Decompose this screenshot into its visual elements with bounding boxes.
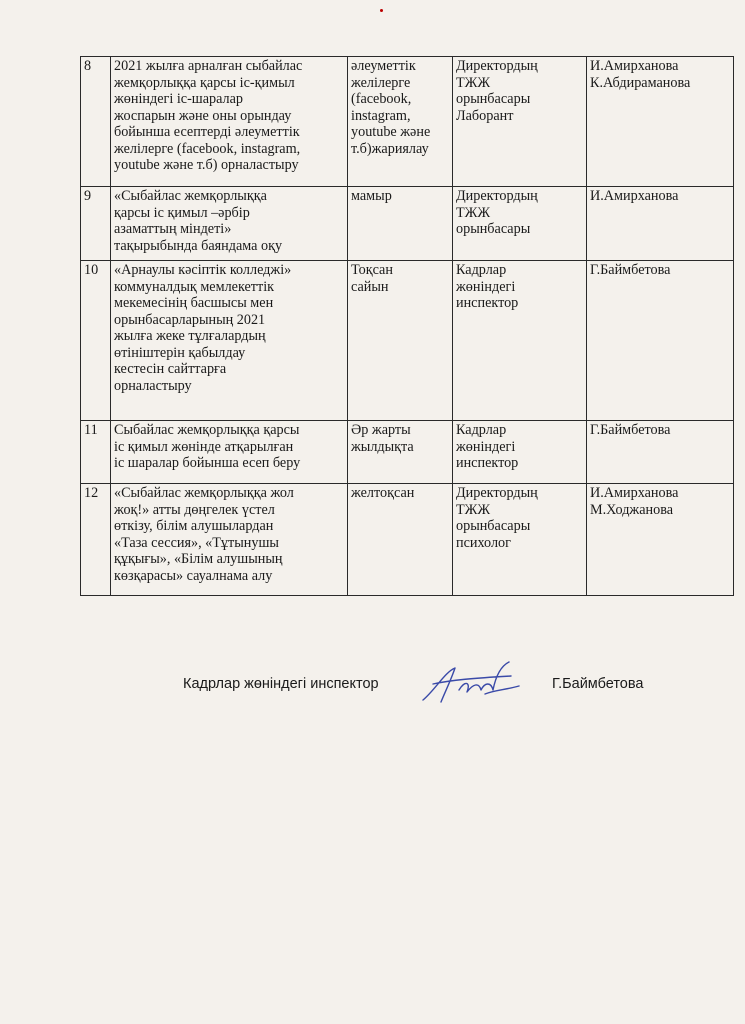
activity-cell-line: орналастыру [114, 377, 192, 394]
executor-cell-line: И.Амирханова [590, 188, 679, 204]
responsible-cell [453, 484, 587, 596]
activity-cell-line: жемқорлыққа қарсы іс-қимыл [114, 74, 295, 91]
deadline-cell [348, 57, 453, 187]
responsible-cell-line: жөніндегі [456, 438, 516, 455]
activity-cell-line: көзқарасы» сауалнама алу [114, 567, 273, 584]
activity-cell-line: коммуналдық мемлекеттік [114, 278, 275, 295]
deadline-cell-line: әлеуметтік [351, 58, 416, 74]
activity-cell-line: іс қимыл жөнінде атқарылған [114, 438, 294, 455]
deadline-cell-line: т.б)жариялау [351, 140, 429, 157]
activity-cell-line: жоқ!» атты дөңгелек үстел [114, 501, 275, 518]
responsible-cell-line: Кадрлар [456, 422, 507, 438]
activity-cell-line: жоспарын және оны орындау [114, 107, 292, 124]
responsible-cell-line: Директордың [456, 485, 538, 501]
executor-cell-line: Г.Баймбетова [590, 262, 671, 278]
responsible-cell-line: Кадрлар [456, 262, 507, 278]
responsible-cell-line: инспектор [456, 295, 519, 311]
activity-cell-line: желілерге (facebook, instagram, [114, 140, 301, 157]
responsible-cell-line: инспектор [456, 455, 519, 471]
row-number: 9 [81, 187, 111, 261]
executor-cell [587, 421, 734, 484]
signature-icon [415, 660, 525, 708]
activity-cell-line: өтініштерін қабылдау [114, 344, 246, 361]
table-row [81, 261, 734, 421]
activity-cell-line: бойынша есептерді әлеуметтік [114, 124, 300, 140]
activity-cell-line: кестесін сайттарға [114, 361, 227, 377]
responsible-cell [453, 187, 587, 261]
responsible-cell [453, 57, 587, 187]
activity-cell [111, 484, 348, 596]
activity-cell-line: азаматтың міндеті» [114, 221, 232, 237]
responsible-cell-line: Директордың [456, 188, 538, 204]
executor-cell-line: И.Амирханова [590, 58, 679, 74]
activity-cell-line: орынбасарларының 2021 [114, 311, 266, 328]
responsible-cell [453, 261, 587, 421]
activity-cell [111, 187, 348, 261]
table-row [81, 484, 734, 596]
deadline-cell-line: сайын [351, 278, 389, 295]
responsible-cell-line: орынбасары [456, 221, 531, 237]
activity-cell [111, 421, 348, 484]
executor-cell-line: М.Ходжанова [590, 501, 674, 518]
deadline-cell [348, 484, 453, 596]
table-row [81, 187, 734, 261]
signer-name: Г.Баймбетова [552, 676, 644, 692]
activity-cell-line: «Таза сессия», «Тұтынушы [114, 534, 279, 551]
deadline-cell [348, 187, 453, 261]
executor-cell-line: И.Амирханова [590, 485, 679, 501]
row-number: 8 [81, 57, 111, 187]
responsible-cell-line: Лаборант [456, 107, 514, 124]
red-mark [380, 9, 383, 12]
deadline-cell-line: Тоқсан [351, 262, 393, 278]
executor-cell [587, 57, 734, 187]
responsible-cell-line: ТЖЖ [456, 74, 491, 91]
activity-cell-line: өткізу, білім алушылардан [114, 518, 274, 534]
responsible-cell-line: психолог [456, 534, 511, 551]
activity-cell-line: «Сыбайлас жемқорлыққа жол [114, 485, 294, 501]
activity-cell-line: 2021 жылға арналған сыбайлас [114, 58, 303, 74]
deadline-cell-line: жылдықта [351, 438, 414, 455]
activity-cell-line: құқығы», «Білім алушының [114, 551, 283, 567]
signer-position: Кадрлар жөніндегі инспектор [183, 676, 379, 692]
responsible-cell [453, 421, 587, 484]
responsible-cell-line: жөніндегі [456, 278, 516, 295]
row-number: 10 [81, 261, 111, 421]
activity-cell-line: қарсы іс қимыл –әрбір [114, 204, 250, 221]
deadline-cell-line: желілерге [351, 74, 411, 91]
executor-cell [587, 261, 734, 421]
activity-cell-line: тақырыбында баяндама оқу [114, 237, 283, 254]
executor-cell-line: Г.Баймбетова [590, 422, 671, 438]
deadline-cell-line: (facebook, [351, 91, 412, 107]
table-row [81, 421, 734, 484]
table-body [81, 57, 734, 596]
row-number: 12 [81, 484, 111, 596]
row-number: 11 [81, 421, 111, 484]
activity-cell-line: youtube және т.б) орналастыру [114, 157, 299, 173]
deadline-cell-line: youtube және [351, 124, 431, 140]
activity-cell-line: мекемесінің басшысы мен [114, 295, 274, 311]
deadline-cell-line: Әр жарты [351, 422, 411, 438]
activity-cell [111, 57, 348, 187]
table-row [81, 57, 734, 187]
activity-cell-line: Сыбайлас жемқорлыққа қарсы [114, 422, 300, 438]
executor-cell-line: К.Абдираманова [590, 74, 691, 91]
responsible-cell-line: ТЖЖ [456, 501, 491, 518]
responsible-cell-line: орынбасары [456, 91, 531, 107]
activity-cell-line: іс шаралар бойынша есеп беру [114, 455, 301, 471]
action-plan-table [80, 56, 734, 596]
deadline-cell [348, 261, 453, 421]
executor-cell [587, 187, 734, 261]
deadline-cell-line: желтоқсан [351, 485, 415, 501]
activity-cell-line: «Сыбайлас жемқорлыққа [114, 188, 267, 204]
executor-cell [587, 484, 734, 596]
activity-cell-line: жөніндегі іс-шаралар [114, 91, 244, 107]
activity-cell [111, 261, 348, 421]
deadline-cell-line: мамыр [351, 188, 392, 204]
deadline-cell [348, 421, 453, 484]
activity-cell-line: жылға жеке тұлғалардың [114, 328, 266, 344]
responsible-cell-line: ТЖЖ [456, 204, 491, 221]
responsible-cell-line: орынбасары [456, 518, 531, 534]
deadline-cell-line: instagram, [351, 107, 411, 124]
activity-cell-line: «Арнаулы кәсіптік колледжі» [114, 262, 292, 278]
responsible-cell-line: Директордың [456, 58, 538, 74]
